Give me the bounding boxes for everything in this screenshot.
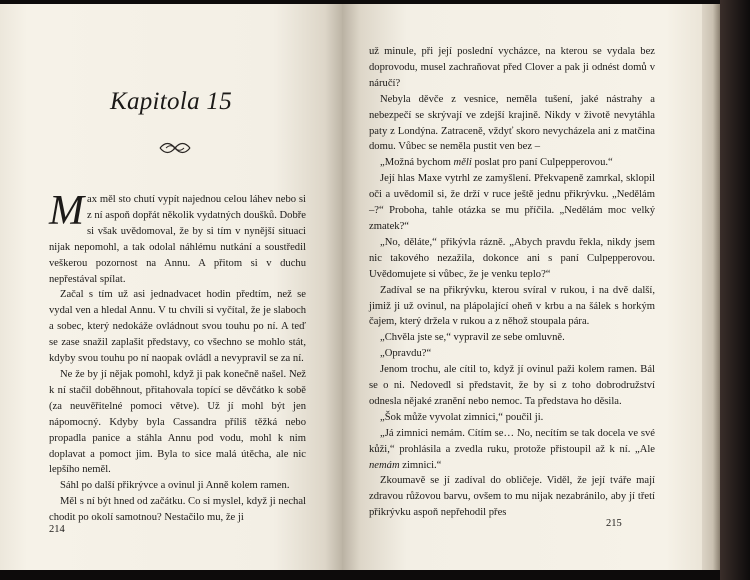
left-page	[0, 4, 342, 570]
paragraph: Jenom trochu, ale cítil to, když jí ovinul paži kolem ramen. Bál se o ni. Nedovedl si představit, že by si z toho dobrodružství odnesla nějaké zranění nebo nemoc. Ta představa ho děsila.	[369, 364, 655, 407]
paragraph: Nebyla děvče z vesnice, neměla tušení, jaké nástrahy a nebezpečí se skrývají ve zdejší krajině. Nikdy v životě nevytáhla paty z Londýna. Zatraceně, vždyť skoro nevycházela ani z matčina domu. Vůbec se neměla pustit ven bez –	[369, 93, 655, 153]
text-run: zimnici.“	[399, 459, 442, 471]
text-run: poslat pro paní Culpepperovou.“	[471, 157, 613, 169]
emphasis: měli	[453, 157, 472, 169]
emphasis: nemám	[369, 459, 400, 471]
page-number-right: 215	[606, 518, 622, 529]
paragraph: Měl s ní být hned od začátku. Co si myslel, když ji nechal chodit po okolí samotnou? Nestačilo mu, že ji	[49, 496, 306, 524]
paragraph	[369, 426, 655, 474]
paragraph: Zkoumavě se jí zadíval do obličeje. Viděl, že její tváře mají zdravou růžovou barvu, ovšem to mu nijak nezabránilo, aby jí třetí přikrývku aspoň nepřehodil přes	[369, 475, 655, 519]
chapter-title: Kapitola 15	[109, 88, 233, 115]
left-page-text	[49, 188, 306, 526]
cover-edge	[720, 0, 750, 580]
paragraph: „No, děláte,“ přikývla rázně. „Abych pravdu řekla, nikdy jsem nic takového nezažila, dokonce ani s paní Culpepperovou. Uvědomujete si vůbec, že je venku teplo?“	[369, 236, 655, 280]
text-run: „Já zimnici nemám. Cítím se… No, necítím se tak docela ve své kůži,“ prohlásila a zvedla ruku, protože přistoupil až k ní. „Ale	[369, 427, 655, 455]
paragraph: Sáhl po další přikrývce a ovinul ji Anně kolem ramen.	[60, 480, 290, 492]
page-edges	[702, 4, 720, 570]
paragraph: „Šok může vyvolat zimnici,“ poučil ji.	[380, 411, 544, 423]
paragraph: Její hlas Maxe vytrhl ze zamyšlení. Překvapeně zamrkal, sklopil oči a uvědomil si, že drží v ruce ještě jednu přikrývku. „Nedělám –?“ Proboha, tahle otázka se mu příčila. „Nedělám moc velký zmatek?“	[369, 173, 655, 232]
paragraph: Ne že by jí nějak pomohl, když ji pak konečně našel. Než k ní stačil doběhnout, přitahovala topící se děvčátko k sobě (za neuvěřitelné pomoci větve). Už jí mohl být jen nápomocný. Kdyby byla Cassandra příliš těžká nebo propadla panice a stáhla Annu pod vodu, mohl k nim doplavat a pomoct jim. Byla to sice malá útěcha, ale nic lepšího neměl.	[49, 368, 306, 476]
paragraph: už minule, při její poslední vycházce, na kterou se vydala bez doprovodu, musel zachraňovat před Clover a pak ji odnést domů v náručí?	[369, 46, 655, 89]
first-paragraph	[49, 188, 306, 287]
text-run: „Možná bychom	[380, 157, 454, 169]
paragraph: Začal s tím už asi jednadvacet hodin předtím, než se vydal ven a hledal Annu. V tu chvíli si vyčítal, že je slaboch a sobec, který nedokáže ovládnout svou touhu po ní. A teď se zase snažil zaplašit představy, co všechno se mohlo stát, kdyby svou touhu po ní naopak ovládl a nevypravil se za ní.	[49, 289, 306, 365]
first-paragraph-text: ax měl sto chutí vypít najednou celou láhev nebo si z ní aspoň dopřát několik vydatných doušků. Dobře si však uvědomoval, že by si tím v nynější situaci nijak nepomohl, a tak odolal náhlému nutkání a soustředil veškerou pozornost na Annu. A přitom si v duchu nepřestával spílat.	[49, 194, 306, 285]
paragraph: „Opravdu?“	[380, 348, 432, 360]
right-page-text	[369, 44, 655, 521]
page-number-left: 214	[49, 524, 65, 535]
right-page	[342, 4, 702, 570]
paragraph: Zadíval se na přikrývku, kterou svíral v rukou, i na dvě další, jimiž ji už ovinul, na plápolající oheň v krbu a na šálek s horkým čajem, který držela v rukou a z něhož stoupala pára.	[369, 284, 655, 328]
drop-cap: M	[49, 188, 84, 234]
ornament-flourish-icon	[158, 140, 192, 156]
paragraph: „Chvěla jste se,“ vypravil ze sebe omluvně.	[380, 332, 565, 344]
paragraph	[369, 155, 655, 171]
